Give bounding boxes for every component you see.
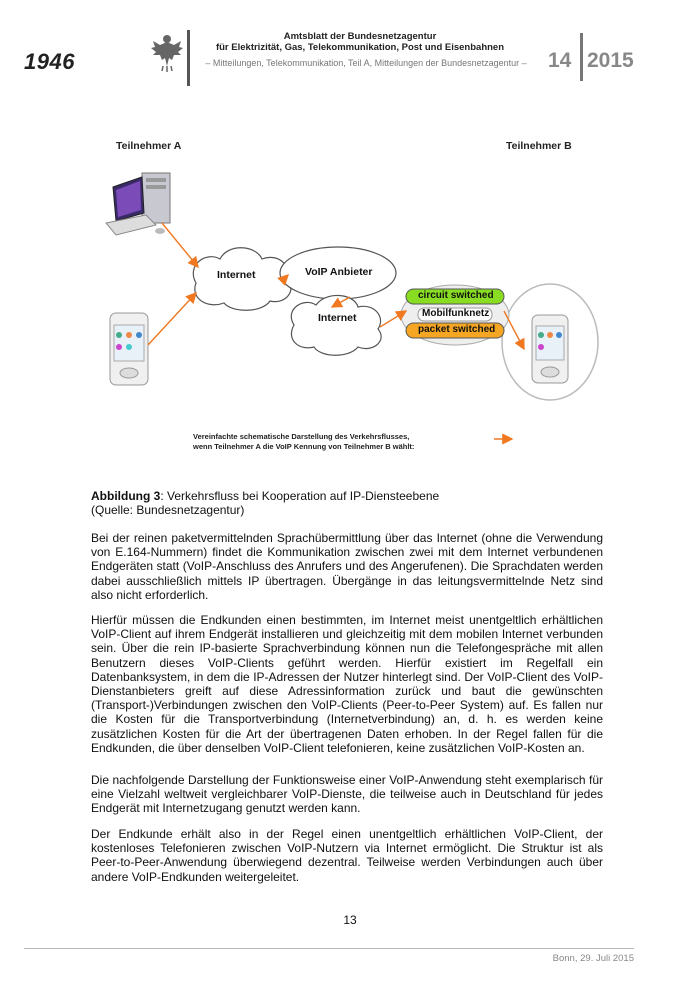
participant-a-label: Teilnehmer A (116, 140, 182, 152)
cloud-internet-2-label: Internet (318, 312, 357, 324)
page-number: 13 (343, 913, 357, 927)
voip-traffic-diagram (100, 135, 610, 465)
paragraph-3: Die nachfolgende Darstellung der Funktionsweise einer VoIP-Anwendung steht exemplarisch für eine Vielzahl weltweit vergleichbarer VoIP-Dienste, die teilweise auch in Deutschland für jedes Endgerät mit Internetzugang genutzt werden kann. (91, 773, 603, 816)
figure-caption: Abbildung 3: Verkehrsfluss bei Kooperation auf IP-Diensteebene (Quelle: Bundesnetzagentur) (91, 489, 440, 517)
issue-divider (580, 33, 583, 81)
mobilfunknetz-label: Mobilfunknetz (422, 308, 490, 319)
diagram-legend: Vereinfachte schematische Darstellung des Verkehrsflusses, wenn Teilnehmer A die VoIP Kennung von Teilnehmer B wählt: (193, 432, 415, 451)
federal-eagle-icon (150, 33, 184, 73)
publication-title: Amtsblatt der Bundesnetzagentur (283, 31, 437, 42)
section-label: – Mitteilungen, Telekommunikation, Teil A, Mitteilungen der Bundesnetzagentur – (205, 58, 527, 68)
header-divider (187, 30, 190, 86)
footer-date: Bonn, 29. Juli 2015 (552, 953, 634, 964)
packet-switched-label: packet switched (418, 324, 496, 335)
page-number-left: 1946 (24, 49, 75, 74)
cloud-internet-1-label: Internet (217, 269, 256, 281)
paragraph-1: Bei der reinen paketvermittelnden Sprachübermittlung über das Internet (ohne die Verwendung von E.164-Nummern) findet die Kommunikation zwischen zwei mit dem Internet verbundenen Endgeräten statt (VoIP-Anschluss des Anrufers und des Angerufenen). Die Sprachdaten werden dabei ausschließlich mittels IP übertragen. Übergänge in das leitungsvermittelnde Netz sind also nicht erforderlich. (91, 531, 603, 602)
participant-b-label: Teilnehmer B (506, 140, 572, 152)
issue-number: 14 (548, 49, 572, 72)
cloud-voip-label: VoIP Anbieter (305, 266, 373, 278)
circuit-switched-label: circuit switched (418, 290, 494, 301)
issue-year: 2015 (587, 49, 634, 72)
desktop-computer-icon (106, 173, 170, 235)
mobile-phone-a-icon (110, 313, 148, 385)
figure-source: (Quelle: Bundesnetzagentur) (91, 503, 245, 517)
publication-subtitle: für Elektrizität, Gas, Telekommunikation, Post und Eisenbahnen (215, 42, 505, 53)
paragraph-4: Der Endkunde erhält also in der Regel einen unentgeltlich erhältlichen VoIP-Client, der kostenloses Telefonieren zwischen VoIP-Nutzern via Internet ermöglicht. Die Struktur ist als Peer-to-Peer-Anwendung überwiegend dezentral. Teilweise werden Verbindungen auch über andere VoIP-Endkunden weitergeleitet. (91, 827, 603, 884)
mobile-phone-b-icon (532, 315, 568, 383)
footer-divider (24, 948, 634, 949)
paragraph-2: Hierfür müssen die Endkunden einen bestimmten, im Internet meist unentgeltlich erhältlichen VoIP-Client auf ihrem Endgerät installieren und gleichzeitig mit dem mobilen Internet verbunden sein. Über die rein IP-basierte Sprachverbindung können nun die Telefongespräche mit allen Benutzern dieses VoIP-Clients geführt werden. Hierfür existiert im Regelfall ein Datenbanksystem, in dem die IP-Adressen der Nutzer hinterlegt sind. Der VoIP-Client des VoIP-Dienstanbieters greift auf diese Adressinformation zurück und baut die gewünschten (Transport-)Verbindungen zwischen den VoIP-Clients (Peer-to-Peer System) auf. Es fallen nur die Kosten für die Transportverbindung (Internetverbindung) an, d. h. es werden keine zusätzlichen Kosten für die Art der übertragenen Daten erhoben. In der Regel fallen für die Endkunden, die über denselben VoIP-Client telefonieren, keine zusätzlichen VoIP-Kosten an. (91, 613, 603, 755)
